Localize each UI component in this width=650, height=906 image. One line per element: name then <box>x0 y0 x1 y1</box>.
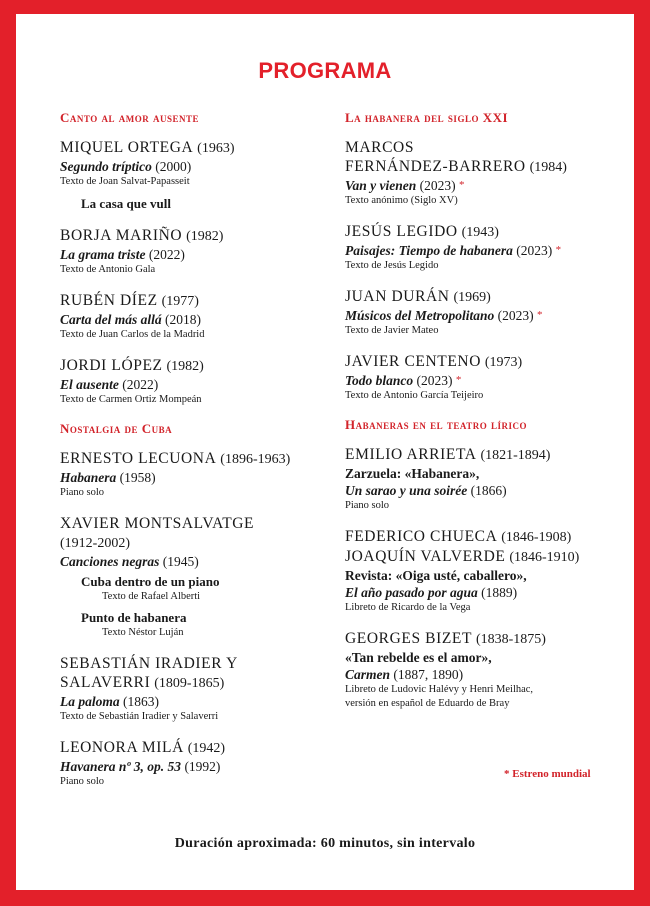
program-entry <box>345 445 615 513</box>
composer-name: JORDI LÓPEZ <box>60 357 163 374</box>
section-heading: Habaneras en el teatro lírico <box>345 417 527 432</box>
right-column <box>345 110 615 711</box>
sub-piece: Cuba dentro de un piano <box>81 574 220 589</box>
work-title: La paloma <box>60 694 120 709</box>
composer-name: JOAQUÍN VALVERDE <box>345 548 506 565</box>
text-credit: Libreto de Ludovic Halévy y Henri Meilhac, <box>345 684 534 695</box>
work-title: Músicos del Metropolitano <box>345 308 495 323</box>
text-credit: Texto de Antonio García Teijeiro <box>345 390 484 401</box>
premiere-star: * <box>455 374 462 386</box>
program-entry <box>60 356 310 407</box>
composer-years: (1963) <box>197 141 235 156</box>
composer-name: EMILIO ARRIETA <box>345 446 477 463</box>
work-year: (2023) <box>497 308 534 323</box>
work-title: La grama triste <box>60 247 146 262</box>
section-heading: Canto al amor ausente <box>60 110 199 125</box>
work-year: (1992) <box>184 759 221 774</box>
composer-name: MARCOS <box>345 139 415 156</box>
text-credit: Texto de Antonio Gala <box>60 264 156 275</box>
composer-name: LEONORA MILÁ <box>60 739 184 756</box>
work-year: (2022) <box>148 247 185 262</box>
composer-years: (1821-1894) <box>480 448 551 463</box>
work-year: (1887, 1890) <box>393 667 464 682</box>
text-credit: Piano solo <box>60 776 105 787</box>
work-title: Habanera <box>60 470 117 485</box>
composer-years: (1973) <box>484 355 523 370</box>
premiere-footnote: * Estreno mundial <box>504 768 591 780</box>
program-entry <box>60 738 310 789</box>
work-year: (1958) <box>119 470 156 485</box>
program-entry <box>345 222 615 273</box>
composer-name: SALAVERRI <box>60 674 151 691</box>
work-year: (1863) <box>123 694 159 709</box>
composer-name: ERNESTO LECUONA <box>60 450 217 467</box>
program-entry <box>60 291 310 342</box>
composer-name: FEDERICO CHUECA <box>345 528 498 545</box>
work-title: Carta del más allá <box>60 312 162 327</box>
sub-piece: Punto de habanera <box>81 610 187 625</box>
work-title: Un sarao y una soirée <box>345 483 468 498</box>
composer-name: JESÚS LEGIDO <box>345 223 458 240</box>
composer-name: JUAN DURÁN <box>345 288 450 305</box>
work-label: Revista: «Oiga usté, caballero», <box>345 568 527 583</box>
composer-name: FERNÁNDEZ-BARRERO <box>345 158 526 175</box>
work-title: Van y vienen <box>345 178 417 193</box>
composer-name: SEBASTIÁN IRADIER Y <box>60 655 238 672</box>
premiere-star: * <box>555 244 562 256</box>
premiere-star: * <box>537 309 543 321</box>
work-year: (2000) <box>155 159 192 174</box>
composer-years: (1912-2002) <box>60 536 130 551</box>
work-title: Todo blanco <box>345 373 414 388</box>
program-entry <box>60 514 310 640</box>
program-entry <box>60 226 310 277</box>
composer-name: MIQUEL ORTEGA <box>60 139 194 156</box>
work-label: Zarzuela: «Habanera», <box>345 466 480 481</box>
left-column <box>60 110 310 789</box>
text-credit: Texto anónimo (Siglo XV) <box>345 195 458 206</box>
text-credit: Texto de Carmen Ortiz Mompeán <box>60 394 202 405</box>
page-title: PROGRAMA <box>258 58 392 83</box>
program-entry <box>345 352 615 403</box>
text-credit: Texto Néstor Luján <box>102 627 184 638</box>
composer-years: (1846-1910) <box>509 550 580 565</box>
composer-years: (1977) <box>161 294 199 309</box>
text-credit: Texto de Rafael Alberti <box>102 591 201 602</box>
text-credit: Texto de Juan Carlos de la Madrid <box>60 329 205 340</box>
program-entry <box>345 527 615 615</box>
work-title: Havanera nº 3, op. 53 <box>60 759 182 774</box>
work-label: «Tan rebelde es el amor», <box>345 650 492 665</box>
work-year: (2022) <box>122 377 159 392</box>
work-title: Segundo tríptico <box>60 159 152 174</box>
composer-years: (1982) <box>186 229 224 244</box>
work-title: Paisajes: Tiempo de habanera <box>345 243 513 258</box>
text-credit: Libreto de Ricardo de la Vega <box>345 602 471 613</box>
text-credit: Texto de Sebastián Iradier y Salaverri <box>60 711 219 722</box>
text-credit: Piano solo <box>60 487 105 498</box>
text-credit: Texto de Jesús Legido <box>345 260 439 271</box>
composer-years: (1984) <box>529 160 567 175</box>
composer-name: RUBÉN DÍEZ <box>60 292 158 309</box>
composer-name: GEORGES BIZET <box>345 630 473 647</box>
composer-years: (1846-1908) <box>501 530 572 545</box>
composer-years: (1969) <box>453 290 491 305</box>
sub-piece: La casa que vull <box>81 196 171 211</box>
work-year: (2023) <box>416 373 453 388</box>
text-credit: Texto de Javier Mateo <box>345 325 439 336</box>
composer-years: (1838-1875) <box>475 632 546 647</box>
composer-name: JAVIER CENTENO <box>345 353 481 370</box>
composer-years: (1942) <box>187 741 226 756</box>
premiere-star: * <box>459 179 465 191</box>
work-title: El ausente <box>60 377 119 392</box>
section-heading: Nostalgia de Cuba <box>60 421 173 436</box>
work-title: El año pasado por agua <box>345 585 478 600</box>
composer-years: (1896-1963) <box>220 452 291 467</box>
section-heading: La habanera del siglo XXI <box>345 110 509 125</box>
composer-name: XAVIER MONTSALVATGE <box>60 515 255 532</box>
work-title: Carmen <box>345 667 391 682</box>
work-year: (1889) <box>481 585 518 600</box>
composer-years: (1809-1865) <box>154 676 225 691</box>
work-title: Canciones negras <box>60 554 160 569</box>
text-credit: Piano solo <box>345 500 390 511</box>
composer-years: (1943) <box>461 225 499 240</box>
text-credit: versión en español de Eduardo de Bray <box>345 698 510 709</box>
work-year: (2023) <box>516 243 553 258</box>
program-entry <box>60 449 310 500</box>
program-page <box>16 14 634 890</box>
work-year: (2018) <box>165 312 202 327</box>
composer-years: (1982) <box>166 359 204 374</box>
program-entry <box>345 138 615 208</box>
work-year: (1866) <box>470 483 507 498</box>
program-entry <box>345 287 615 338</box>
work-year: (2023) <box>419 178 456 193</box>
program-entry <box>60 654 310 724</box>
program-entry <box>60 138 310 212</box>
program-entry <box>345 629 615 711</box>
duration-note: Duración aproximada: 60 minutos, sin intervalo <box>174 836 476 851</box>
work-year: (1945) <box>162 554 199 569</box>
text-credit: Texto de Joan Salvat-Papasseit <box>60 176 190 187</box>
composer-name: BORJA MARIÑO <box>60 227 183 244</box>
